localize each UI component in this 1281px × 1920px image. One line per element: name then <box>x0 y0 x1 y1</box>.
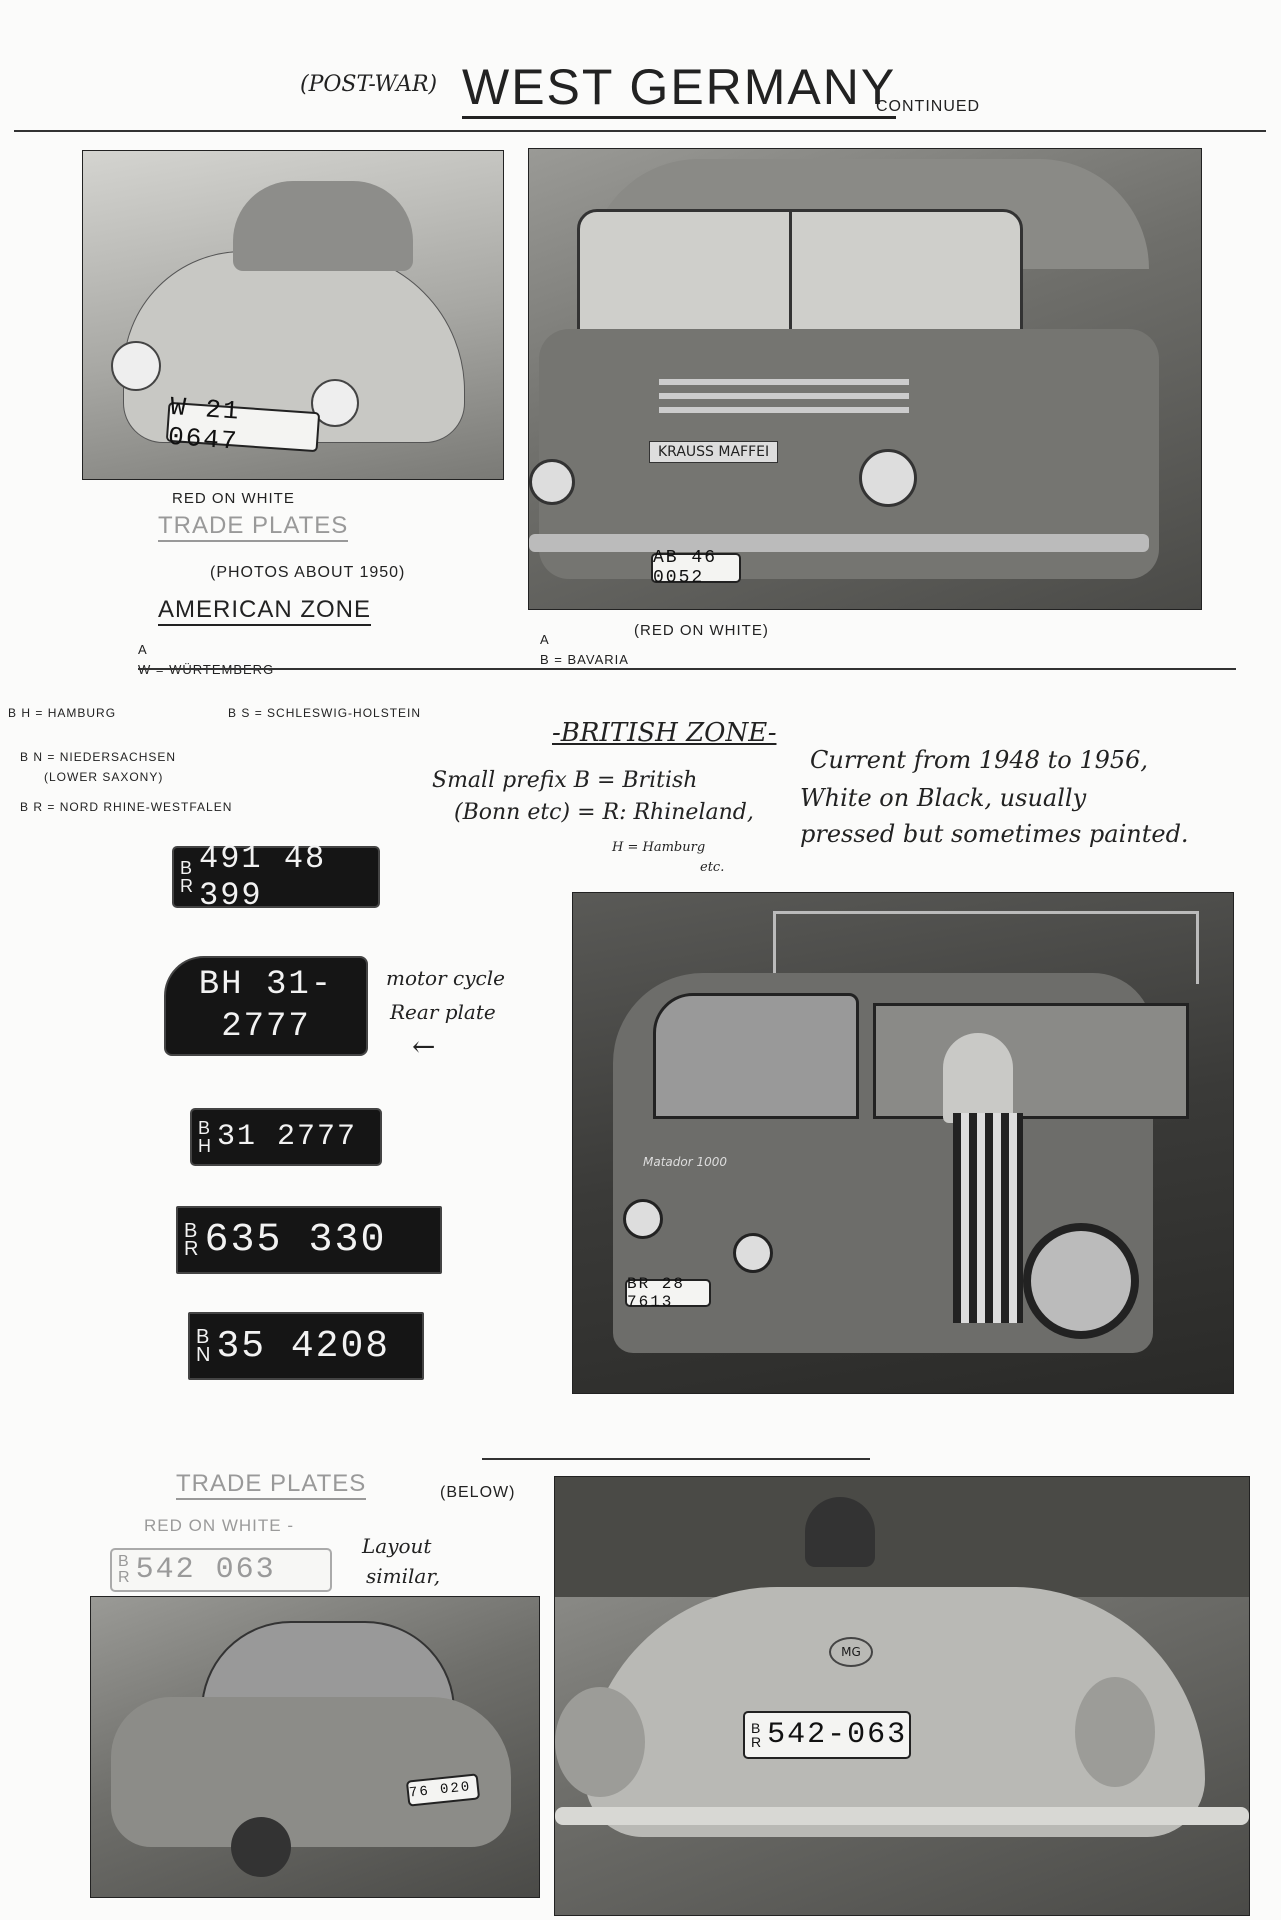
trade-plate-br-542: B R 542 063 <box>110 1548 332 1592</box>
plate-bn-35: B N 35 4208 <box>188 1312 424 1380</box>
motorcycle-arrow: ← <box>412 1030 436 1063</box>
motorcycle-note-1: motor cycle <box>386 966 505 990</box>
page-title: WEST GERMANY <box>462 58 896 119</box>
layout-note-2: similar, <box>366 1564 441 1588</box>
plate-motorcycle-bh: BH 31-2777 <box>164 956 368 1056</box>
plate-br-491: B R 491 48 399 <box>172 846 380 908</box>
american-zone-title: AMERICAN ZONE <box>158 596 371 626</box>
bus-plate: AB 46 0052 <box>651 553 741 583</box>
coupe-plate: W 21 0647 <box>166 402 320 453</box>
plate-br-635: B R 635 330 <box>176 1206 442 1274</box>
current-note-2: White on Black, usually <box>800 784 1087 812</box>
motorcycle-note-2: Rear plate <box>390 1000 496 1024</box>
red-on-white-label: RED ON WHITE <box>172 490 295 507</box>
code-nord-rhine: B R = NORD RHINE-WESTFALEN <box>20 800 233 814</box>
small-car-plate: 76 020 <box>406 1773 480 1806</box>
current-note-3: pressed but sometimes painted. <box>800 820 1189 848</box>
trade-red-on-white: RED ON WHITE - <box>144 1516 294 1535</box>
photo-small-car <box>90 1596 540 1898</box>
trade-below-label: (BELOW) <box>440 1484 516 1501</box>
header-prefix: (POST-WAR) <box>300 72 438 97</box>
photo-coupe <box>82 150 504 480</box>
van-badge: Matador 1000 <box>643 1155 728 1169</box>
trade-plates-title: TRADE PLATES <box>176 1470 366 1500</box>
mg-plate: B R 542-063 <box>743 1711 911 1759</box>
code-hamburg: B H = HAMBURG <box>8 706 117 720</box>
section-rule-1 <box>138 668 1236 670</box>
section-rule-2 <box>482 1458 870 1460</box>
code-niedersachsen: B N = NIEDERSACHSEN <box>20 750 177 764</box>
code-b: A B = BAVARIA <box>540 632 629 667</box>
photo-bus <box>528 148 1202 610</box>
prefix-note-1: Small prefix B = British <box>432 768 698 793</box>
header-suffix: CONTINUED <box>876 98 981 115</box>
code-lower-saxony: (LOWER SAXONY) <box>44 770 164 784</box>
mg-badge: MG <box>829 1637 873 1667</box>
prefix-note-2: (Bonn etc) = R: Rhineland, <box>454 800 754 825</box>
trade-plates-label: TRADE PLATES <box>158 512 348 542</box>
header-rule <box>14 130 1266 132</box>
current-note-1: Current from 1948 to 1956, <box>810 746 1149 774</box>
prefix-note-4: etc. <box>700 860 725 875</box>
code-schleswig: B S = SCHLESWIG-HOLSTEIN <box>228 706 422 720</box>
prefix-note-3: H = Hamburg <box>612 840 706 855</box>
plate-bh-31: B H 31 2777 <box>190 1108 382 1166</box>
red-on-white-bus: (RED ON WHITE) <box>634 622 769 639</box>
code-w: A <box>138 642 148 657</box>
photo-matador-van <box>572 892 1234 1394</box>
photo-mg-roadster <box>554 1476 1250 1916</box>
van-plate: BR 28 7613 <box>625 1279 711 1307</box>
bus-badge: KRAUSS MAFFEI <box>649 441 778 463</box>
photos-about-label: (PHOTOS ABOUT 1950) <box>210 564 406 581</box>
layout-note-1: Layout <box>362 1534 432 1558</box>
british-zone-title: -BRITISH ZONE- <box>552 718 777 748</box>
